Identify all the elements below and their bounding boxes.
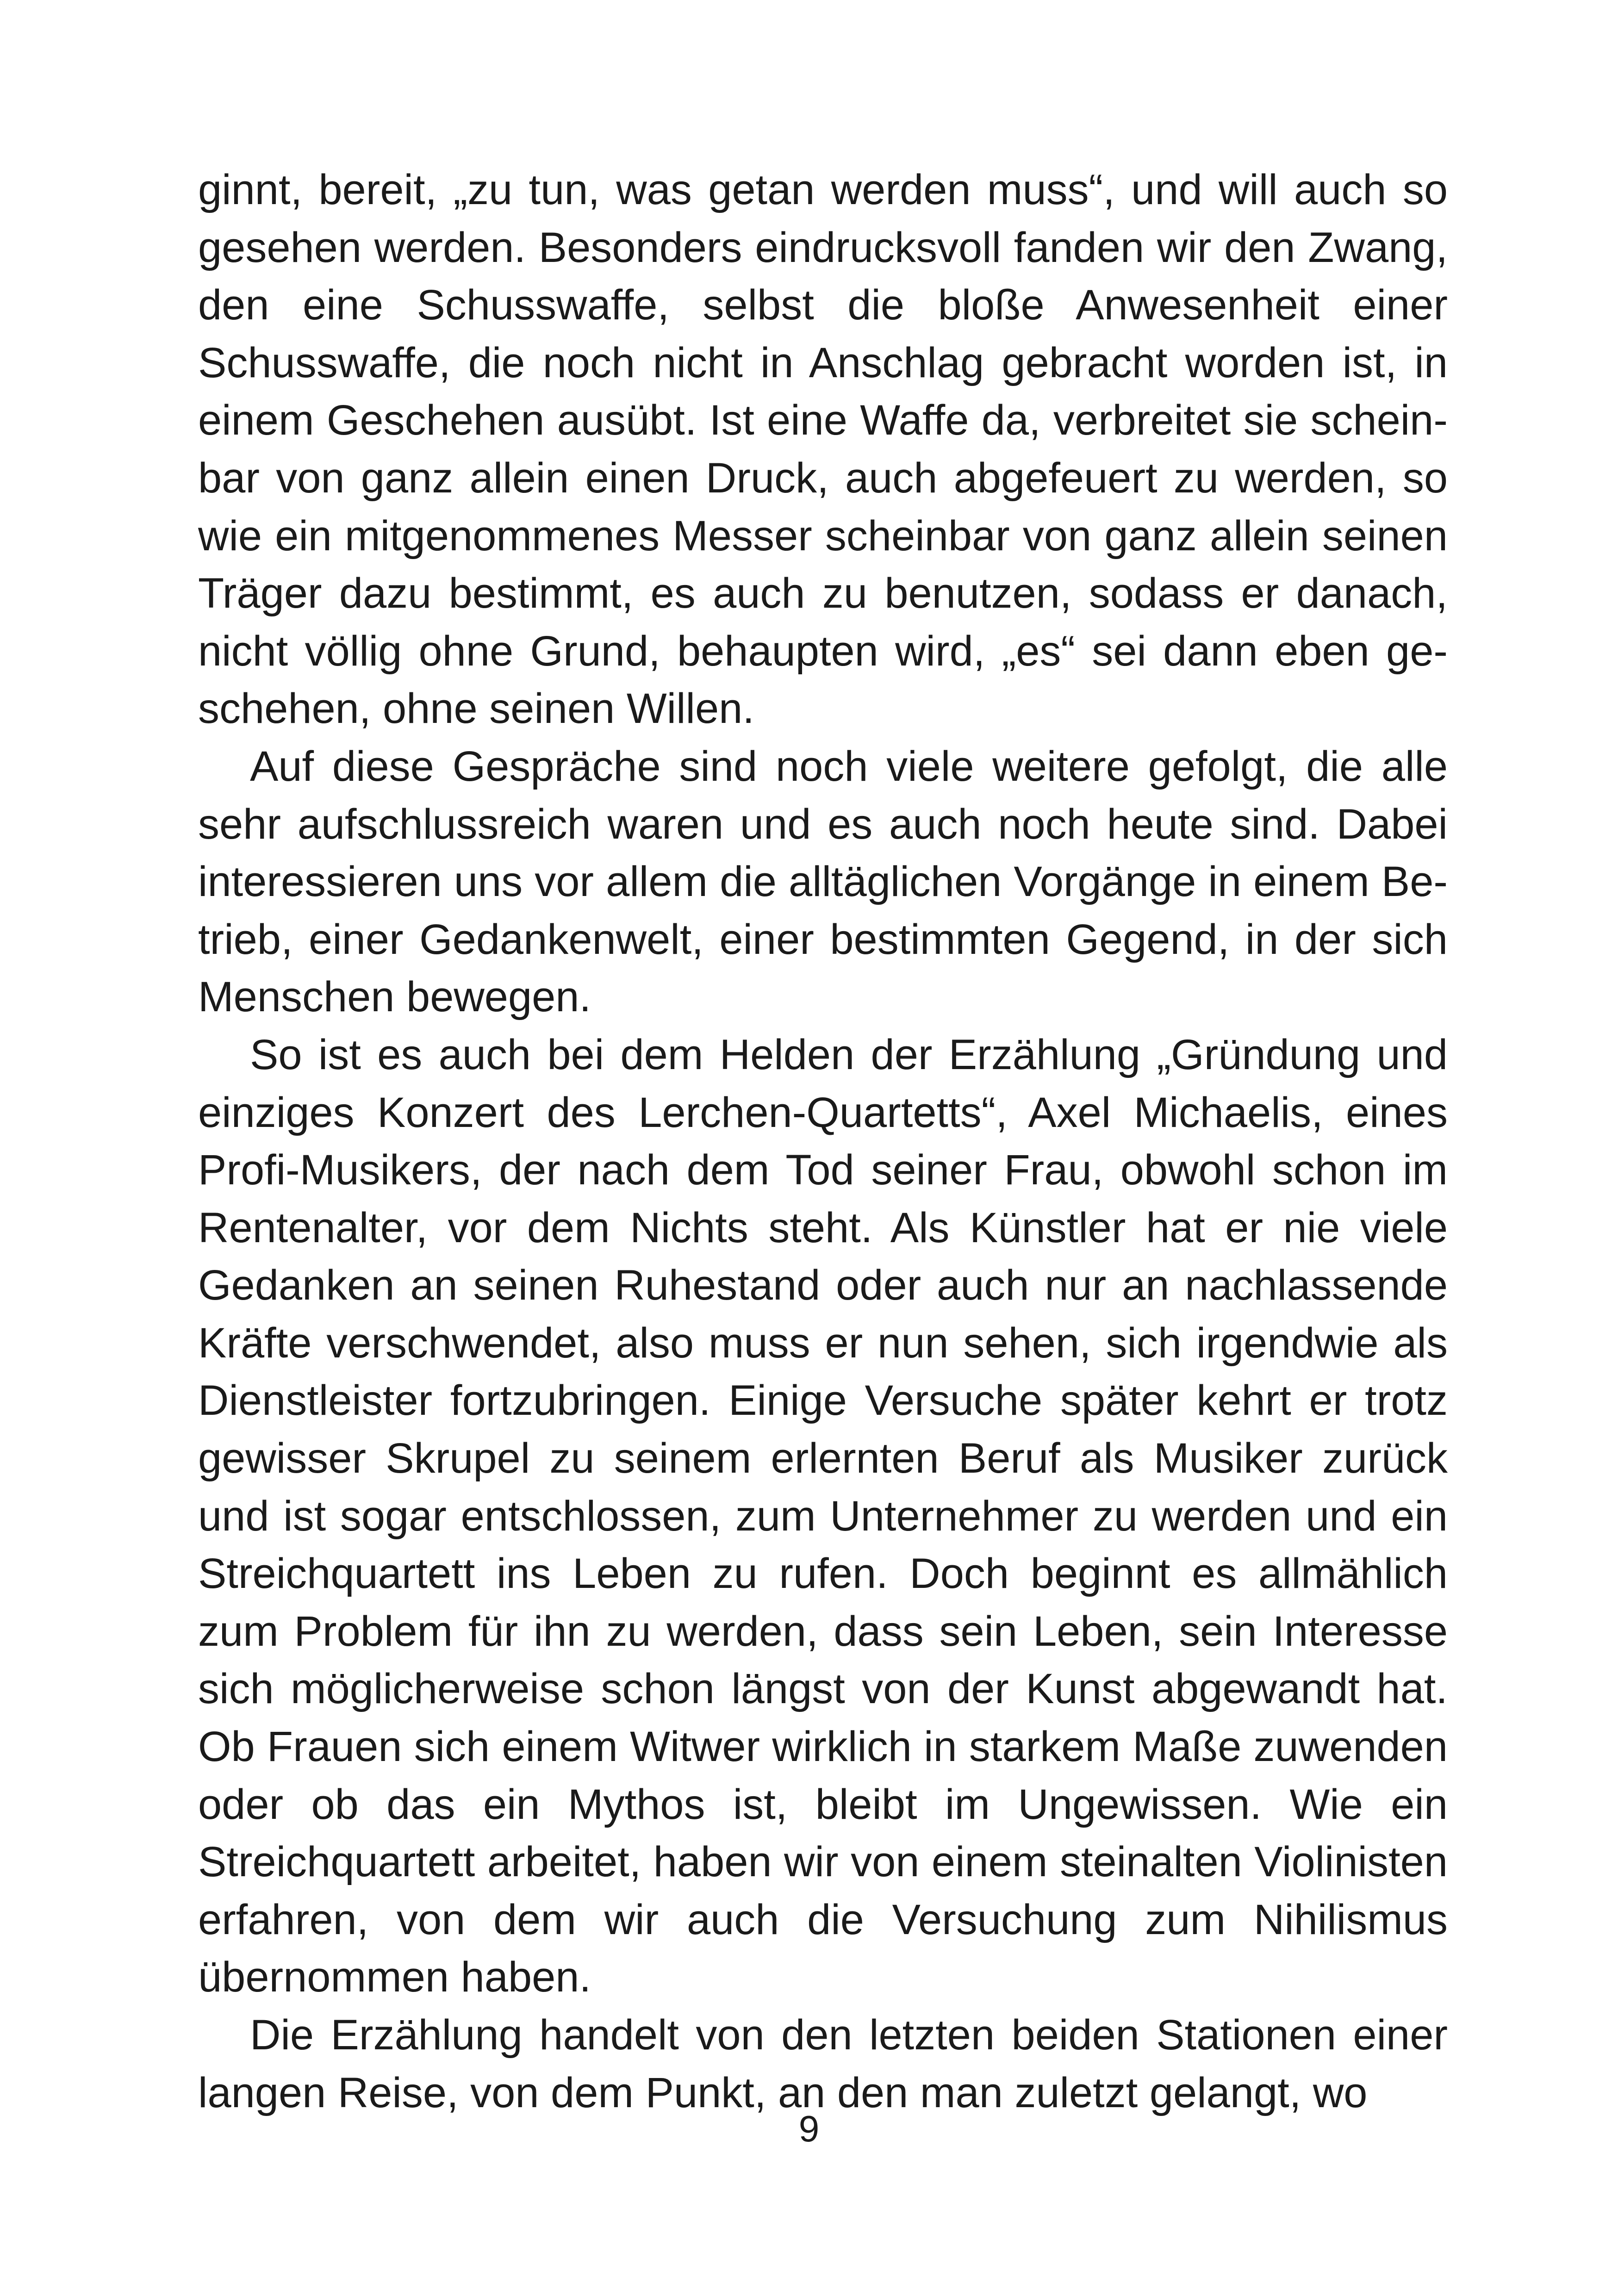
paragraph-1: ginnt, bereit, „zu tun, was getan werden muss“, und will auch so gesehen werden. Besonders eindrucksvoll fanden wir den Zwang, den eine Schusswaffe, selbst die bloße Anwesenheit einer Schusswaffe, die noch nicht in Anschlag gebracht worden ist, in einem Geschehen ausübt. Ist eine Waffe da, verbreitet sie scheinbar von ganz allein einen Druck, auch abgefeuert zu werden, so wie ein mitgenommenes Messer scheinbar von ganz allein seinen Träger dazu bestimmt, es auch zu benutzen, sodass er danach, nicht völlig ohne Grund, behaupten wird, „es“ sei dann eben geschehen, ohne seinen Willen. xyxy=(198,166,1448,733)
body-text xyxy=(198,161,1448,2122)
paragraph-3: So ist es auch bei dem Helden der Erzählung „Gründung und einziges Konzert des Lerchen-Quartetts“, Axel Michaelis, eines Profi-Musikers, der nach dem Tod seiner Frau, obwohl schon im Rentenalter, vor dem Nichts steht. Als Künstler hat er nie viele Gedanken an seinen Ruhestand oder auch nur an nachlassende Kräfte verschwendet, also muss er nun sehen, sich irgendwie als Dienstleister fortzubringen. Einige Versuche später kehrt er trotz gewisser Skrupel zu seinem erlernten Beruf als Musiker zurück und ist sogar entschlossen, zum Unternehmer zu werden und ein Streichquartett ins Leben zu rufen. Doch beginnt es allmählich zum Problem für ihn zu werden, dass sein Leben, sein Interesse sich möglicherweise schon längst von der Kunst abgewandt hat. Ob Frauen sich einem Witwer wirklich in starkem Maße zuwenden oder ob das ein Mythos ist, bleibt im Ungewissen. Wie ein Streichquartett arbeitet, haben wir von einem steinalten Violinisten erfahren, von dem wir auch die Versuchung zum Nihilismus übernommen haben. xyxy=(198,1031,1448,2001)
paragraph-4: Die Erzählung handelt von den letzten beiden Stationen einer langen Reise, von dem Punkt, an den man zuletzt gelangt, wo xyxy=(198,2011,1448,2116)
page-number: 9 xyxy=(798,2108,820,2149)
paragraph-2: Auf diese Gespräche sind noch viele weitere gefolgt, die alle sehr aufschlussreich waren und es auch noch heute sind. Dabei interessieren uns vor allem die alltäglichen Vorgänge in einem Betrieb, einer Gedankenwelt, einer bestimmten Gegend, in der sich Menschen bewegen. xyxy=(198,742,1448,1021)
